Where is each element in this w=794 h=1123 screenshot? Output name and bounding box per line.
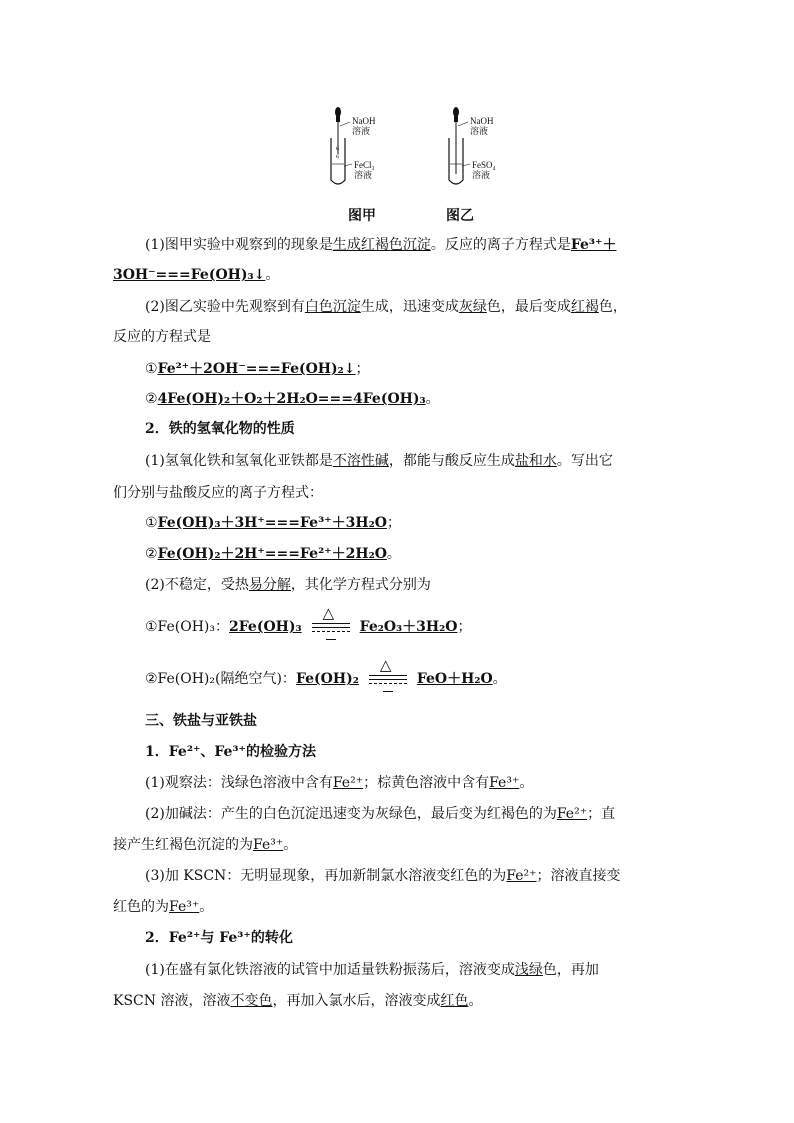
left-reagent-label-2: 溶液 xyxy=(352,126,371,136)
heat-condition-symbol: △ xyxy=(312,618,350,636)
figure-caption-right: 图乙 xyxy=(446,208,474,224)
experiment-figure xyxy=(316,104,516,200)
paragraph-line: 红色的为Fe³⁺。 xyxy=(113,899,214,915)
left-tube-label: FeCl₃ xyxy=(354,160,375,170)
paragraph-line: (1)观察法：浅绿色溶液中含有Fe²⁺；棕黄色溶液中含有Fe³⁺。 xyxy=(145,775,534,791)
paragraph-line: (2)图乙实验中先观察到有白色沉淀生成，迅速变成灰绿色，最后变成红褐色， xyxy=(145,299,627,315)
section-heading: 1．Fe²⁺、Fe³⁺的检验方法 xyxy=(145,744,316,760)
equation-line: ②Fe(OH)₂＋2H⁺===Fe²⁺＋2H₂O。 xyxy=(145,546,401,562)
svg-text:6: 6 xyxy=(336,154,340,160)
figure-caption-left: 图甲 xyxy=(348,208,376,224)
equation-line: ②Fe(OH)₂(隔绝空气)：Fe(OH)₂ △ FeO＋H₂O。 xyxy=(145,670,725,688)
right-reagent-label-2: 溶液 xyxy=(470,126,489,136)
section-heading: 2．铁的氢氧化物的性质 xyxy=(145,421,295,437)
left-tube-label-2: 溶液 xyxy=(354,170,373,180)
right-reagent-label: NaOH xyxy=(470,116,494,126)
paragraph-line: (3)加 KSCN：无明显现象，再加新制氯水溶液变红色的为Fe²⁺；溶液直接变 xyxy=(145,868,621,884)
paragraph-line: 接产生红褐色沉淀的为Fe³⁺。 xyxy=(113,837,298,853)
paragraph-line: (1)氢氧化铁和氢氧化亚铁都是不溶性碱，都能与酸反应生成盐和水。写出它 xyxy=(145,453,613,469)
paragraph-line: 们分别与盐酸反应的离子方程式： xyxy=(113,485,323,501)
heat-condition-symbol: △ xyxy=(369,670,407,688)
right-tube-label: FeSO₄ xyxy=(472,160,496,170)
paragraph-line: 3OH⁻===Fe(OH)₃↓。 xyxy=(113,267,280,283)
right-tube-label-2: 溶液 xyxy=(472,170,491,180)
paragraph-line: 反应的方程式是 xyxy=(113,329,211,345)
equation-line: ②4Fe(OH)₂＋O₂＋2H₂O===4Fe(OH)₃。 xyxy=(145,391,440,407)
paragraph-line: KSCN 溶液，溶液不变色，再加入氯水后，溶液变成红色。 xyxy=(113,993,483,1009)
paragraph-line: (2)不稳定，受热易分解，其化学方程式分别为 xyxy=(145,577,431,593)
left-reagent-label: NaOH xyxy=(352,116,376,126)
section-heading: 2．Fe²⁺与 Fe³⁺的转化 xyxy=(145,930,293,946)
equation-line: ①Fe²⁺＋2OH⁻===Fe(OH)₂↓； xyxy=(145,361,370,377)
paragraph-line: (2)加碱法：产生的白色沉淀迅速变为灰绿色，最后变为红褐色的为Fe²⁺；直 xyxy=(145,806,616,822)
svg-text:6: 6 xyxy=(336,146,340,152)
equation-line: ①Fe(OH)₃＋3H⁺===Fe³⁺＋3H₂O； xyxy=(145,515,401,531)
paragraph-line: (1)在盛有氯化铁溶液的试管中加适量铁粉振荡后，溶液变成浅绿色，再加 xyxy=(145,962,599,978)
equation-line: ①Fe(OH)₃：2Fe(OH)₃ △ Fe₂O₃＋3H₂O； xyxy=(145,618,725,636)
section-heading: 三、铁盐与亚铁盐 xyxy=(145,713,257,729)
paragraph-line: (1)图甲实验中观察到的现象是生成红褐色沉淀。反应的离子方程式是Fe³⁺＋ xyxy=(145,237,617,253)
